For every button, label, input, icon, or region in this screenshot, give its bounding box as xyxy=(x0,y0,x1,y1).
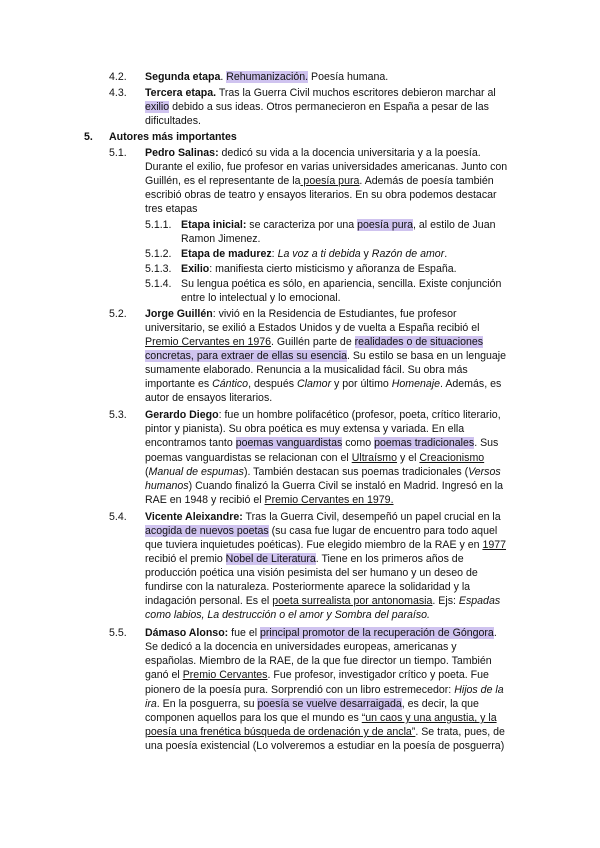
aleixandre-line-1 xyxy=(145,511,501,524)
term-label: Gerardo Diego xyxy=(145,409,219,421)
text: Guillén, es el representante de la xyxy=(145,175,301,187)
text: ) Cuando finalizó la Guerra Civil se instaló en Madrid. Ingresó en la xyxy=(188,480,504,492)
section-4-3-line-2 xyxy=(145,101,489,114)
aleixandre-line-3 xyxy=(145,539,506,552)
text: : fue un hombre polifacético (profesor, poeta, crítico literario, xyxy=(218,409,501,421)
term-label: Segunda etapa xyxy=(145,71,221,83)
aleixandre-line-7 xyxy=(145,595,500,608)
item-number: 5.3. xyxy=(109,409,127,421)
text: se caracteriza por una xyxy=(246,219,358,231)
alonso-line-2: Se dedicó a la docencia en universidades europeas, americanas y xyxy=(145,641,457,653)
text: ). También destacan sus poemas tradicionales ( xyxy=(243,466,469,478)
section-heading: Autores más importantes xyxy=(109,131,237,143)
term-label: Exilio xyxy=(181,263,210,275)
text: . Su estilo se basa en un lenguaje xyxy=(346,350,507,362)
underlined-text: poesía una frenética búsqueda de ordenación y de ancla” xyxy=(145,726,416,738)
text: . Además, es xyxy=(440,378,502,390)
text: indagación personal. Es el xyxy=(145,595,273,607)
text: fue el xyxy=(228,627,261,639)
section-4-2-text: Segunda etapa. Rehumanización. Poesía humana. xyxy=(145,71,389,83)
text: y xyxy=(360,248,372,260)
text: , es decir, la que xyxy=(401,698,479,710)
salinas-line-4: escribió obras de teatro y ensayos literarios. En su obra podemos destacar xyxy=(145,189,497,201)
salinas-line-2: Durante el exilio, fue profesor en varias universidades americanas. Junto con xyxy=(145,161,508,173)
salinas-stage-1-line-2: Ramon Jimenez. xyxy=(181,233,261,245)
highlight: realidades o de situaciones xyxy=(354,336,484,348)
text: , después xyxy=(248,378,297,390)
text: . Ejs: xyxy=(432,595,459,607)
item-number: 5.5. xyxy=(109,627,127,639)
underlined-text: Premio Cervantes en 1976 xyxy=(145,336,272,348)
text: . Fue profesor, investigador crítico y poeta. Fue xyxy=(267,669,489,681)
book-title: Razón de amor xyxy=(371,248,445,260)
text: Poesía humana. xyxy=(308,71,389,83)
item-number: 4.3. xyxy=(109,87,127,99)
book-title: Manual de espumas xyxy=(148,466,244,478)
alonso-line-4 xyxy=(145,669,489,682)
text: : xyxy=(271,248,278,260)
book-title: La voz a ti debida xyxy=(277,248,361,260)
section-number: 5. xyxy=(84,131,93,143)
aleixandre-line-2 xyxy=(145,525,497,538)
term-label: Etapa de madurez xyxy=(181,248,272,260)
diego-line-5 xyxy=(145,466,501,479)
text: Tras la Guerra Civil muchos escritores debieron marchar al xyxy=(216,87,496,99)
book-title: Clamor xyxy=(296,378,332,390)
salinas-line-3 xyxy=(145,175,494,188)
guillen-line-3 xyxy=(145,336,483,349)
highlight: poesía pura xyxy=(357,219,414,231)
item-number: 5.1.2. xyxy=(145,248,172,260)
text: . Sus xyxy=(474,437,499,449)
text: que tuviera inquietudes poéticas). Fue elegido miembro de la RAE y en xyxy=(145,539,483,551)
text: Tras la Guerra Civil, desempeñó un papel crucial en la xyxy=(242,511,501,523)
section-4-3-line-1 xyxy=(145,87,496,100)
item-number: 4.2. xyxy=(109,71,127,83)
salinas-stage-3 xyxy=(181,263,457,276)
book-title: Homenaje xyxy=(391,378,441,390)
underlined-text: Creacionismo xyxy=(419,452,485,464)
text: : manifiesta cierto misticismo y añoranza de España. xyxy=(209,263,457,275)
alonso-line-7 xyxy=(145,712,497,725)
item-number: 5.1.1. xyxy=(145,219,172,231)
text: ganó el xyxy=(145,669,183,681)
guillen-line-4 xyxy=(145,350,506,363)
highlight: Rehumanización. xyxy=(226,71,309,83)
salinas-stage-2 xyxy=(181,248,447,261)
term-label: Etapa inicial: xyxy=(181,219,247,231)
alonso-line-1 xyxy=(145,627,497,640)
term-label: Jorge Guillén xyxy=(145,308,213,320)
text: y por último xyxy=(331,378,392,390)
text: . Se trata, pues, de xyxy=(415,726,505,738)
text: . En la posguerra, su xyxy=(156,698,258,710)
guillen-line-1 xyxy=(145,308,457,321)
alonso-line-9: una poesía existencial (Lo volveremos a estudiar en la poesía de posguerra) xyxy=(145,740,505,752)
underlined-text: “un caos y una angustia, y la xyxy=(361,712,497,724)
diego-line-4 xyxy=(145,452,484,465)
aleixandre-line-8 xyxy=(145,609,430,622)
text: : vivió en la Residencia de Estudiantes, fue profesor xyxy=(212,308,457,320)
book-title: Hijos de la xyxy=(454,684,504,696)
text: RAE en 1948 y recibió el xyxy=(145,494,265,506)
text: . xyxy=(493,627,497,639)
item-number: 5.2. xyxy=(109,308,127,320)
aleixandre-line-4 xyxy=(145,553,464,566)
term-label: Dámaso Alonso: xyxy=(145,627,229,639)
text: poemas vanguardistas se relacionan con el xyxy=(145,452,352,464)
book-title: Espadas xyxy=(458,595,501,607)
aleixandre-line-6: fundirse con la naturaleza. Posteriormente aparece la solidaridad y la xyxy=(145,581,471,593)
underlined-text: 1977 xyxy=(482,539,507,551)
text: , al estilo de Juan xyxy=(413,219,496,231)
text: pionero de la poesía pura. Sorprendió con un libro estremecedor: xyxy=(145,684,455,696)
salinas-stage-1-line-1 xyxy=(181,219,495,232)
alonso-line-6 xyxy=(145,698,479,711)
text: ( xyxy=(145,466,149,478)
text: . Además de poesía también xyxy=(359,175,494,187)
diego-line-1 xyxy=(145,409,501,422)
term-label: Vicente Aleixandre: xyxy=(145,511,243,523)
highlight: Nobel de Literatura xyxy=(225,553,316,565)
diego-line-7 xyxy=(145,494,394,507)
alonso-line-3: españolas. Miembro de la RAE, de la que fue director un tiempo. También xyxy=(145,655,492,667)
guillen-line-6 xyxy=(145,378,501,391)
underlined-text: Premio Cervantes xyxy=(182,669,268,681)
diego-line-6 xyxy=(145,480,503,493)
diego-line-3 xyxy=(145,437,498,450)
text: encontramos tanto xyxy=(145,437,236,449)
text: debido a sus ideas. Otros permanecieron en España a pesar de las xyxy=(169,101,489,113)
book-title: humanos xyxy=(145,480,189,492)
aleixandre-line-5: producción poética una visión pesimista del ser humano y un deseo de xyxy=(145,567,478,579)
highlight: exilio xyxy=(145,101,170,113)
book-title: Cántico xyxy=(212,378,249,390)
highlight: acogida de nuevos poetas xyxy=(145,525,269,537)
guillen-line-5: sumamente elaborado. Renuncia a la musicalidad fácil. Su obra más xyxy=(145,364,468,376)
underlined-text: poeta surrealista por antonomasia xyxy=(272,595,433,607)
text: importante es xyxy=(145,378,213,390)
term-label: Pedro Salinas: xyxy=(145,147,219,159)
highlight: concretas, para extraer de ellas su esencia xyxy=(145,350,347,362)
underlined-text: poesía pura xyxy=(300,175,360,187)
text: . xyxy=(444,248,448,260)
item-number: 5.1.4. xyxy=(145,278,172,290)
guillen-line-2: universitario, se exilió a Estados Unidos y de vuelta a España recibió el xyxy=(145,322,480,334)
text: y el xyxy=(397,452,420,464)
salinas-line-5: tres etapas xyxy=(145,203,198,215)
highlight: poemas vanguardistas xyxy=(235,437,343,449)
guillen-line-7: autor de ensayos literarios. xyxy=(145,392,273,404)
alonso-line-8 xyxy=(145,726,505,739)
text: como xyxy=(342,437,375,449)
book-title: ira xyxy=(145,698,157,710)
text: recibió el premio xyxy=(145,553,226,565)
item-number: 5.1.3. xyxy=(145,263,172,275)
book-title: Versos xyxy=(468,466,501,478)
salinas-line-1 xyxy=(145,147,481,160)
term-label: Tercera etapa. xyxy=(145,87,217,99)
highlight: poesía se vuelve desarraigada xyxy=(257,698,402,710)
underlined-text: Premio Cervantes en 1979. xyxy=(264,494,394,506)
item-number: 5.1. xyxy=(109,147,127,159)
text: . Tiene en los primeros años de xyxy=(315,553,464,565)
highlight: principal promotor de la recuperación de Góngora xyxy=(260,627,494,639)
underlined-text: Ultraísmo xyxy=(351,452,398,464)
section-4-3-line-3: dificultades. xyxy=(145,115,201,127)
text: componen aquellos para los que el mundo es xyxy=(145,712,362,724)
alonso-line-5 xyxy=(145,684,504,697)
text: . Guillén parte de xyxy=(271,336,355,348)
text: dedicó su vida a la docencia universitaria y a la poesía. xyxy=(218,147,481,159)
highlight: poemas tradicionales xyxy=(374,437,475,449)
salinas-language-line-1: Su lengua poética es sólo, en apariencia, sencilla. Existe conjunción xyxy=(181,278,502,290)
item-number: 5.4. xyxy=(109,511,127,523)
diego-line-2: pintor y pianista). Su obra poética es muy extensa y variada. En ella xyxy=(145,423,465,435)
text: (su casa fue lugar de encuentro para todo aquel xyxy=(268,525,498,537)
salinas-language-line-2: entre lo intelectual y lo emocional. xyxy=(181,292,341,304)
book-title: como labios, La destrucción o el amor y Sombra del paraíso. xyxy=(145,609,430,621)
